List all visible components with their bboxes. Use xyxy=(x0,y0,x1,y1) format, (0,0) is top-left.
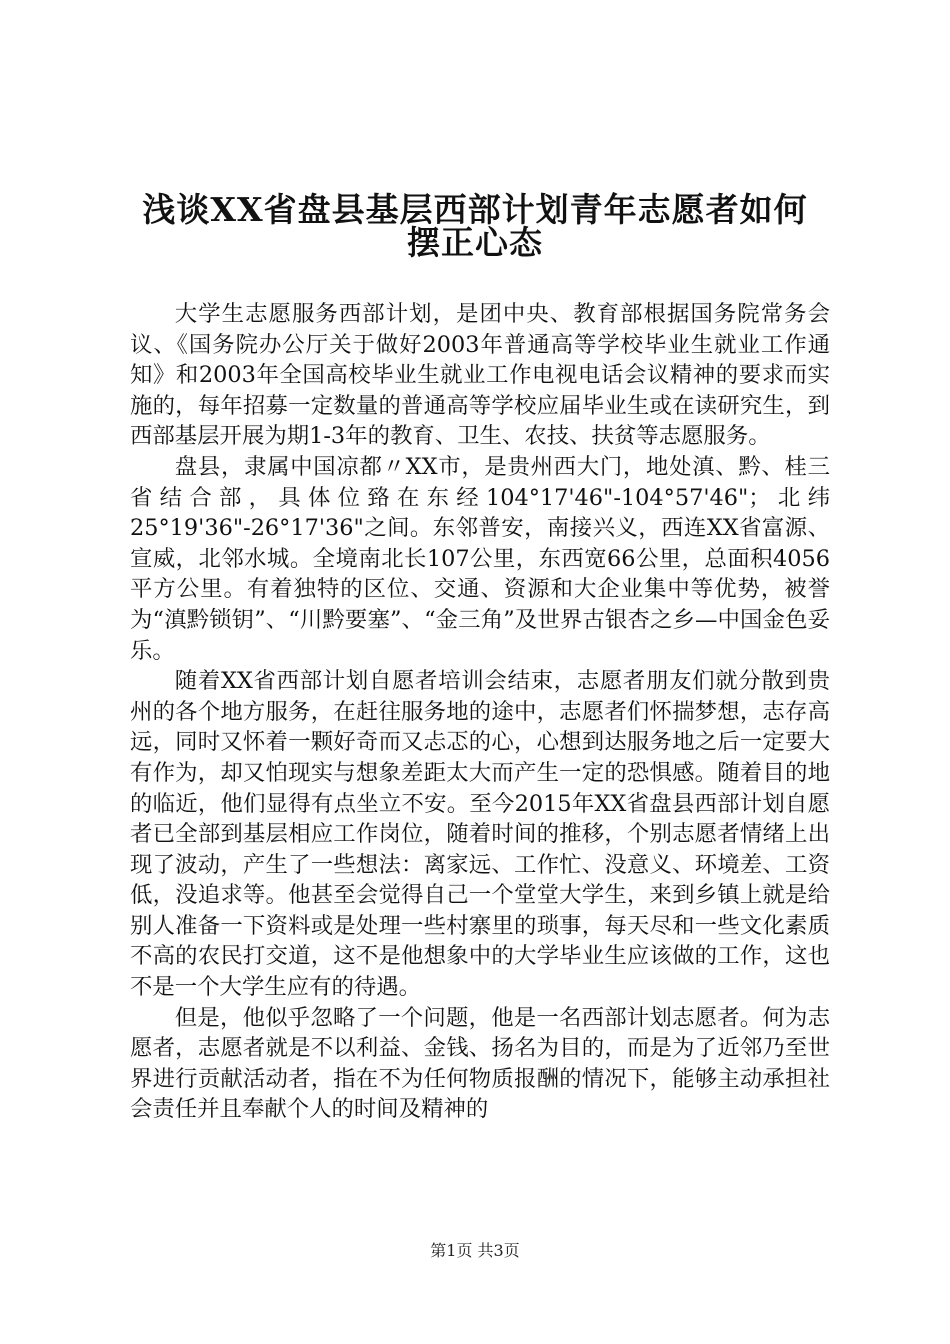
paragraph: 盘县，隶属中国凉都〃XX市，是贵州西大门，地处滇、黔、桂三省结合部，具体位臵在东经104°17'46"-104°57'46"；北纬25°19'36"-26°17'36"之间。东邻普安，南接兴义，西连XX省富源、宣威，北邻水城。全境南北长107公里，东西宽66公里，总面积4056平方公里。有着独特的区位、交通、资源和大企业集中等优势，被誉为“滇黔锁钥”、“川黔要塞”、“金三角”及世界古银杏之乡—中国金色妥乐。 xyxy=(130,453,830,664)
document-body xyxy=(130,299,830,1125)
paragraph: 大学生志愿服务西部计划，是团中央、教育部根据国务院常务会议、《国务院办公厅关于做好2003年普通高等学校毕业生就业工作通知》和2003年全国高校毕业生就业工作电视电话会议精神的要求而实施的，每年招募一定数量的普通高等学校应届毕业生或在读研究生，到西部基层开展为期1-3年的教育、卫生、农技、扶贫等志愿服务。 xyxy=(130,301,830,450)
paragraph: 但是，他似乎忽略了一个问题，他是一名西部计划志愿者。何为志愿者，志愿者就是不以利益、金钱、扬名为目的，而是为了近邻乃至世界进行贡献活动者，指在不为任何物质报酬的情况下，能够主动承担社会责任并且奉献个人的时间及精神的 xyxy=(130,1004,830,1123)
page-footer: 第1页 共3页 xyxy=(430,1241,520,1260)
document-title-line-2: 摆正心态 xyxy=(407,223,543,262)
paragraph: 随着XX省西部计划自愿者培训会结束，志愿者朋友们就分散到贵州的各个地方服务，在赶往服务地的途中，志愿者们怀揣梦想，志存高远，同时又怀着一颗好奇而又忐忑的心，心想到达服务地之后一定要大有作为，却又怕现实与想象差距太大而产生一定的恐惧感。随着目的地的临近，他们显得有点坐立不安。至今2015年XX省盘县西部计划自愿者已全部到基层相应工作岗位，随着时间的推移，个别志愿者情绪上出现了波动，产生了一些想法：离家远、工作忙、没意义、环境差、工资低，没追求等。他甚至会觉得自己一个堂堂大学生，来到乡镇上就是给别人准备一下资料或是处理一些村寨里的琐事，每天尽和一些文化素质不高的农民打交道，这不是他想象中的大学毕业生应该做的工作，这也不是一个大学生应有的待遇。 xyxy=(130,668,830,1001)
document-title-line-1: 浅谈XX省盘县基层西部计划青年志愿者如何 xyxy=(142,190,808,229)
